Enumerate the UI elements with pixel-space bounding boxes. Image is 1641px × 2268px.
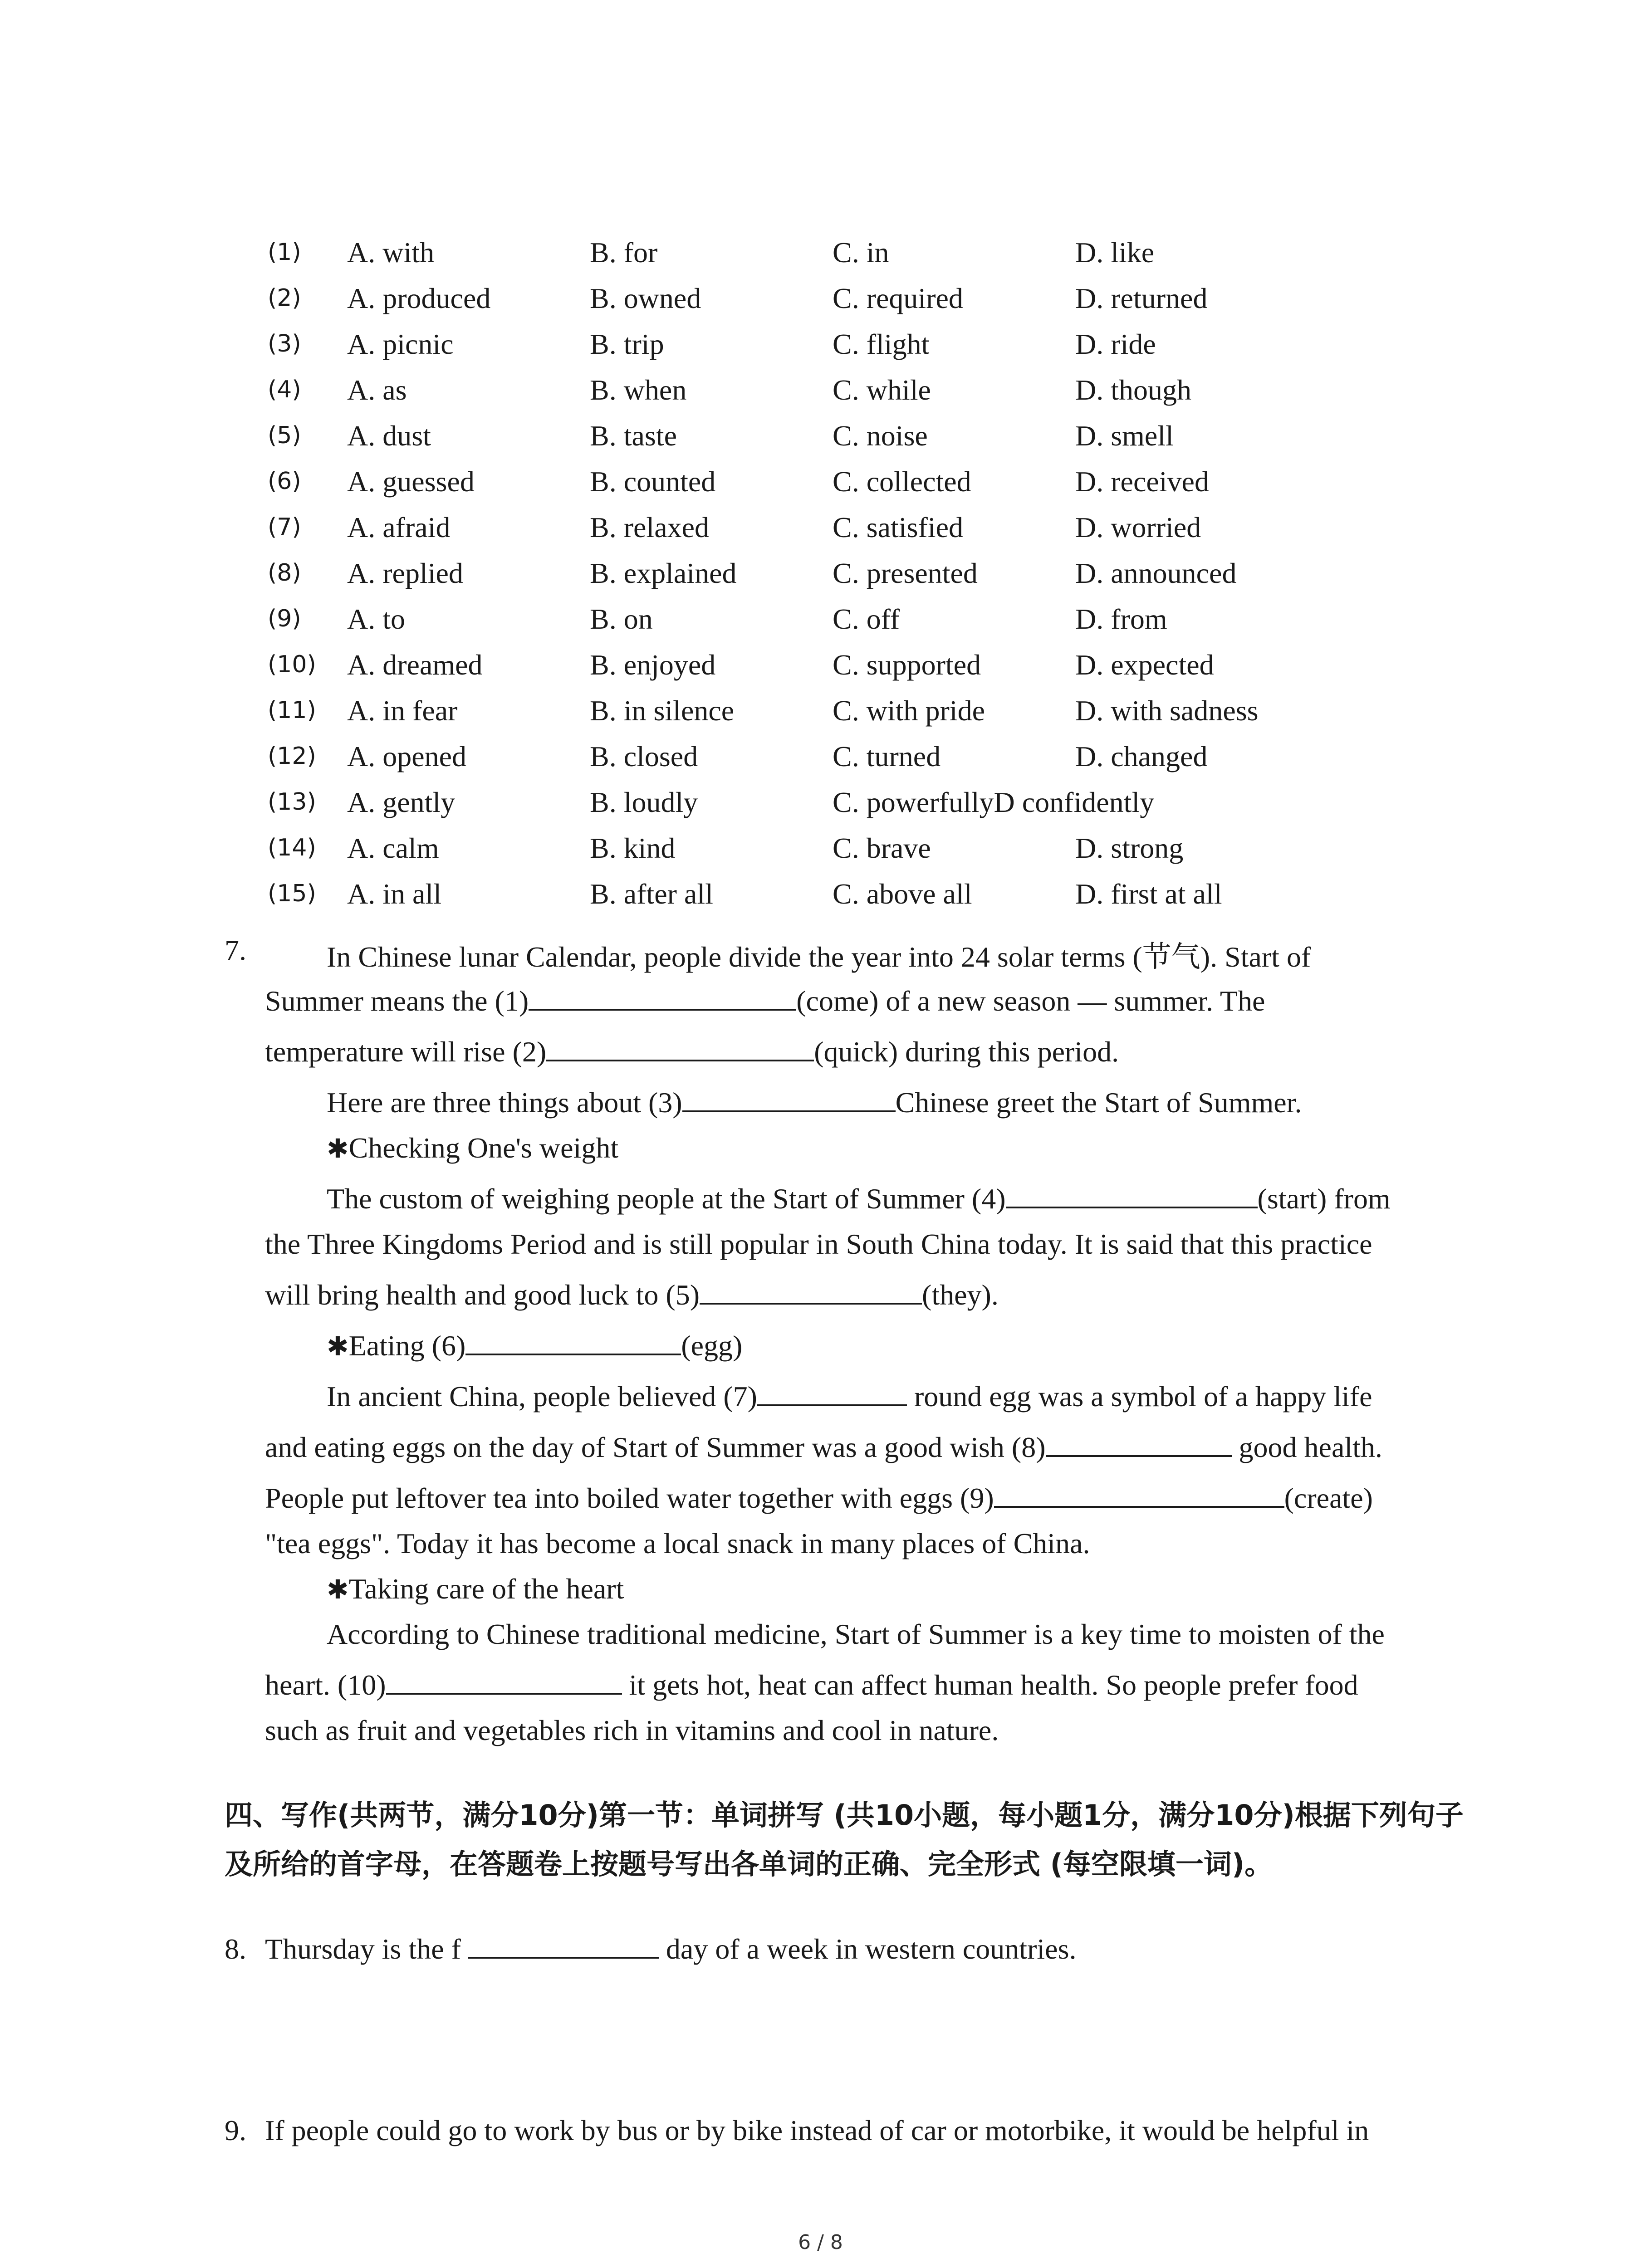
blank-number: (9) [268, 605, 301, 632]
q7-text: Summer means the (1) [265, 985, 529, 1017]
q7-text: Here are three things about (3) [327, 1086, 682, 1119]
blank-number: (8) [268, 559, 301, 587]
q7-line-11 [265, 1431, 1382, 1464]
option-b: B. closed [590, 740, 698, 772]
blank-number: (14) [268, 834, 316, 861]
option-a: A. gently [347, 786, 456, 818]
option-c: C. collected [833, 465, 971, 498]
blank-number: (5) [268, 422, 301, 449]
q7-text: In ancient China, people believed (7) [327, 1380, 757, 1413]
option-a: A. opened [347, 740, 467, 772]
blank-number: (4) [268, 376, 301, 403]
q7-text: People put leftover tea into boiled water together with eggs (9) [265, 1482, 994, 1514]
option-d: D. received [1075, 465, 1209, 498]
q9-line: If people could go to work by bus or by bike instead of car or motorbike, it would be helpful in [265, 2114, 1369, 2146]
heading-text: Eating (6) [348, 1330, 466, 1362]
answer-blank-3[interactable] [682, 1086, 896, 1112]
q7-text: (they). [922, 1279, 999, 1311]
option-a: A. guessed [347, 465, 475, 498]
option-a: A. as [347, 374, 407, 406]
option-b: B. counted [590, 465, 716, 498]
blank-number: (6) [268, 468, 301, 495]
q8-text: Thursday is the f [265, 1933, 468, 1965]
option-row [0, 740, 1641, 785]
option-a: A. with [347, 236, 434, 269]
option-row [0, 602, 1641, 648]
option-b: B. after all [590, 878, 713, 910]
option-b: B. in silence [590, 694, 735, 727]
asterisk-icon: ✱ [327, 1574, 349, 1605]
option-b: B. explained [590, 557, 737, 589]
q7-text: round egg was a symbol of a happy life [906, 1380, 1372, 1413]
q7-text: (create) [1284, 1482, 1373, 1514]
q7-text: Chinese greet the Start of Summer. [895, 1086, 1302, 1119]
q7-line-6 [327, 1182, 1391, 1216]
heading-text: Checking One's weight [348, 1132, 619, 1164]
blank-number: (10) [268, 651, 316, 678]
option-b: B. kind [590, 832, 676, 864]
q7-line-12 [265, 1481, 1373, 1515]
q9-number: 9. [225, 2114, 246, 2146]
q7-line-1: In Chinese lunar Calendar, people divide the year into 24 solar terms (节气). Start of [327, 941, 1311, 973]
q8-line [265, 1932, 1076, 1966]
option-d: D. like [1075, 236, 1155, 269]
answer-blank-2[interactable] [546, 1035, 814, 1061]
option-row [0, 648, 1641, 694]
blank-number: (3) [268, 330, 301, 357]
option-row [0, 419, 1641, 464]
option-b: B. for [590, 236, 658, 269]
section-4-title: 四、写作(共两节，满分10分)第一节：单词拼写 (共10小题，每小题1分，满分10分)根据下列句子及所给的首字母，在答题卷上按题号写出各单词的正确、完全形式 (每空限填一词)。 [225, 1799, 1464, 1881]
q7-text: The custom of weighing people at the Start of Summer (4) [327, 1183, 1006, 1215]
answer-blank-1[interactable] [529, 984, 796, 1011]
option-c: C. required [833, 282, 963, 314]
blank-number: (1) [268, 239, 301, 266]
q7-text: (start) from [1257, 1183, 1391, 1215]
option-c: C. flight [833, 328, 930, 360]
q7-line-3 [265, 1035, 1119, 1069]
blank-number: (12) [268, 743, 316, 770]
answer-blank-5[interactable] [700, 1278, 922, 1305]
option-c: C. brave [833, 832, 931, 864]
option-row [0, 877, 1641, 923]
answer-blank-7[interactable] [757, 1380, 907, 1406]
answer-blank-9[interactable] [994, 1481, 1284, 1508]
q7-line-7: the Three Kingdoms Period and is still popular in South China today. It is said that this practice [265, 1228, 1372, 1260]
option-a: A. in fear [347, 694, 458, 727]
blank-number: (11) [268, 697, 316, 724]
q7-line-10 [327, 1380, 1372, 1413]
option-b: B. on [590, 603, 653, 635]
option-c: C. noise [833, 420, 928, 452]
option-row [0, 511, 1641, 556]
q7-text: heart. (10) [265, 1669, 386, 1701]
q8-text: day of a week in western countries. [658, 1933, 1077, 1965]
option-a: A. produced [347, 282, 491, 314]
option-row [0, 373, 1641, 419]
q7-text: good health. [1231, 1431, 1382, 1463]
q7-line-17: such as fruit and vegetables rich in vitamins and cool in nature. [265, 1714, 999, 1746]
q7-text: and eating eggs on the day of Start of Summer was a good wish (8) [265, 1431, 1046, 1463]
q7-text: temperature will rise (2) [265, 1036, 547, 1068]
option-d: D. strong [1075, 832, 1184, 864]
option-c: C. supported [833, 649, 981, 681]
option-a: A. dreamed [347, 649, 483, 681]
option-b: B. trip [590, 328, 664, 360]
blank-number: (15) [268, 880, 316, 907]
option-b: B. taste [590, 420, 677, 452]
page-number: 6 / 8 [798, 2231, 843, 2254]
blank-number: (13) [268, 788, 316, 816]
blank-number: (2) [268, 284, 301, 312]
option-c: C. powerfullyD confidently [833, 786, 1155, 818]
option-a: A. afraid [347, 511, 451, 543]
asterisk-icon: ✱ [327, 1133, 349, 1164]
option-c: C. above all [833, 878, 972, 910]
q7-text: will bring health and good luck to (5) [265, 1279, 700, 1311]
q7-line-4 [327, 1086, 1302, 1119]
option-b: B. enjoyed [590, 649, 716, 681]
option-row [0, 465, 1641, 510]
option-b: B. owned [590, 282, 701, 314]
option-d: D. changed [1075, 740, 1208, 772]
option-row [0, 282, 1641, 327]
option-c: C. while [833, 374, 931, 406]
q7-line-15: According to Chinese traditional medicine, Start of Summer is a key time to moisten of the [327, 1618, 1385, 1650]
option-d: D. announced [1075, 557, 1237, 589]
option-a: A. replied [347, 557, 463, 589]
option-d: D. first at all [1075, 878, 1222, 910]
answer-blank-8[interactable] [1046, 1431, 1232, 1457]
q7-text: it gets hot, heat can affect human health. So people prefer food [622, 1669, 1358, 1701]
option-b: B. when [590, 374, 687, 406]
q8-number: 8. [225, 1933, 246, 1965]
q7-line-8 [265, 1278, 999, 1312]
q7-line-16 [265, 1668, 1358, 1702]
blank-number: (7) [268, 513, 301, 541]
option-a: A. picnic [347, 328, 454, 360]
option-row [0, 327, 1641, 373]
option-d: D. smell [1075, 420, 1174, 452]
option-a: A. calm [347, 832, 439, 864]
option-row [0, 694, 1641, 739]
option-d: D. returned [1075, 282, 1208, 314]
option-b: B. loudly [590, 786, 698, 818]
q7-line-2 [265, 984, 1265, 1018]
option-c: C. presented [833, 557, 978, 589]
heading-text: Taking care of the heart [348, 1573, 624, 1605]
option-c: C. off [833, 603, 900, 635]
option-d: D. expected [1075, 649, 1214, 681]
heading-text: (egg) [681, 1330, 743, 1362]
option-d: D. ride [1075, 328, 1156, 360]
q7-text: (quick) during this period. [814, 1036, 1119, 1068]
answer-blank-10[interactable] [386, 1668, 622, 1695]
option-a: A. in all [347, 878, 441, 910]
answer-blank-q8[interactable] [468, 1932, 659, 1959]
q7-heading-1 [327, 1131, 618, 1165]
option-d: D. though [1075, 374, 1191, 406]
option-b: B. relaxed [590, 511, 709, 543]
option-d: D. worried [1075, 511, 1201, 543]
option-row [0, 786, 1641, 831]
q7-heading-3 [327, 1572, 624, 1606]
q7-line-13: "tea eggs". Today it has become a local snack in many places of China. [265, 1527, 1090, 1559]
answer-blank-4[interactable] [1006, 1182, 1258, 1208]
q7-text: (come) of a new season — summer. The [796, 985, 1265, 1017]
asterisk-icon: ✱ [327, 1331, 349, 1362]
option-c: C. in [833, 236, 889, 269]
option-c: C. with pride [833, 694, 985, 727]
q7-number: 7. [225, 934, 246, 966]
option-a: A. dust [347, 420, 431, 452]
answer-blank-6[interactable] [465, 1329, 681, 1355]
option-d: D. from [1075, 603, 1167, 635]
option-d: D. with sadness [1075, 694, 1259, 727]
option-c: C. satisfied [833, 511, 963, 543]
option-row [0, 236, 1641, 281]
option-row [0, 557, 1641, 602]
option-a: A. to [347, 603, 405, 635]
option-row [0, 831, 1641, 877]
option-c: C. turned [833, 740, 941, 772]
q7-heading-2 [327, 1329, 742, 1363]
